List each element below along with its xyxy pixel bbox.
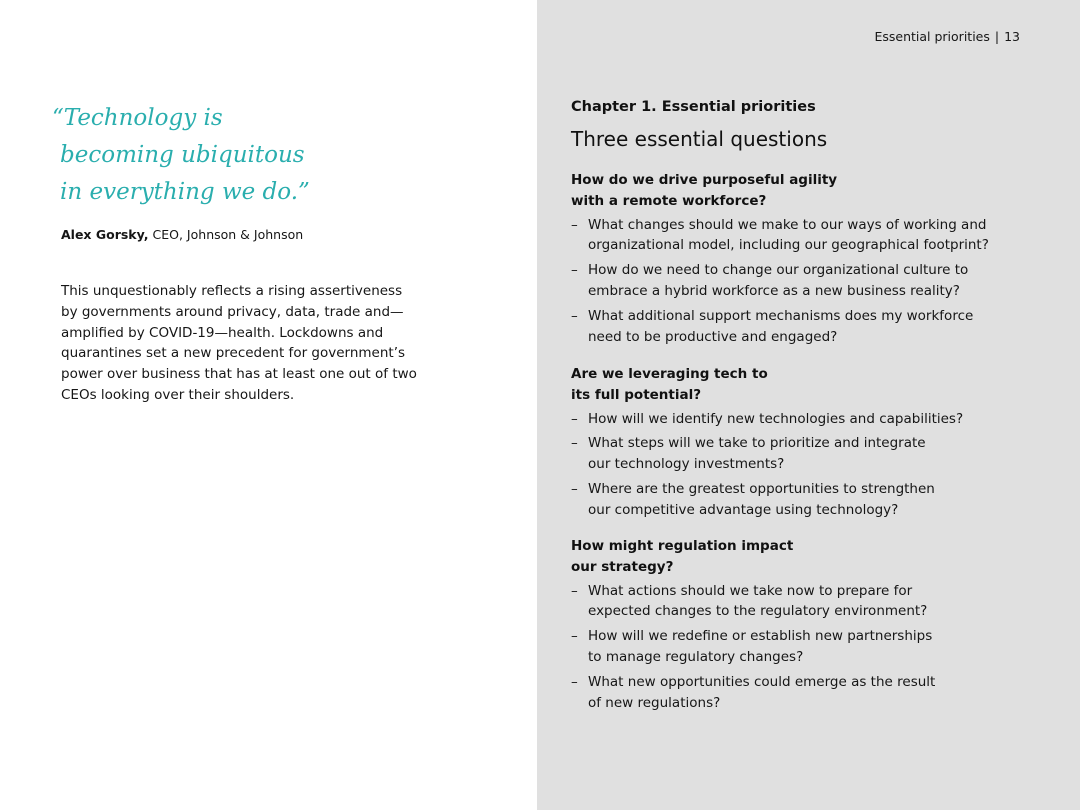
page-number: 13 [1004, 29, 1020, 44]
dash-bullet: – [571, 216, 578, 233]
body-line: power over business that has at least one out of two [61, 366, 417, 383]
heading-line: Are we leveraging tech to [571, 366, 768, 382]
dash-bullet: – [571, 582, 578, 599]
question-group-heading [571, 364, 1041, 406]
question-group-technology [571, 364, 1041, 525]
question-list [571, 409, 1041, 521]
question-line: expected changes to the regulatory environment? [588, 603, 928, 620]
question-line: What steps will we take to prioritize and integrate [588, 435, 926, 452]
question-group-agility [571, 170, 1041, 351]
question-line: What changes should we make to our ways of working and [588, 216, 987, 233]
heading-line: with a remote workforce? [571, 192, 767, 209]
question-line: to manage regulatory changes? [588, 648, 804, 665]
question-item [571, 479, 1041, 521]
question-item [571, 626, 1041, 668]
question-line: of new regulations? [588, 694, 721, 711]
quote-line: “Technology is [52, 105, 223, 131]
question-group-heading [571, 536, 1041, 578]
body-line: This unquestionably reflects a rising assertiveness [61, 283, 403, 299]
question-item [571, 260, 1041, 302]
question-line: What additional support mechanisms does my workforce [588, 307, 974, 324]
question-group-regulation [571, 536, 1041, 717]
heading-line: How might regulation impact [571, 538, 794, 554]
question-item [571, 306, 1041, 348]
question-line: our technology investments? [588, 456, 785, 473]
quote-attribution [61, 227, 303, 242]
question-line: embrace a hybrid workforce as a new business reality? [588, 282, 960, 299]
pull-quote [52, 100, 432, 211]
question-item [571, 215, 1041, 257]
quote-line: in everything we do.” [60, 179, 310, 205]
question-list [571, 581, 1041, 714]
dash-bullet: – [571, 673, 578, 690]
question-line: organizational model, including our geographical footprint? [588, 237, 989, 254]
dash-bullet: – [571, 262, 578, 279]
question-line: What actions should we take now to prepare for [588, 582, 913, 599]
question-line: need to be productive and engaged? [588, 328, 838, 345]
question-item [571, 672, 1041, 714]
section-title: Three essential questions [571, 127, 828, 151]
question-item [571, 581, 1041, 623]
body-line: by governments around privacy, data, trade and— [61, 303, 404, 320]
header-section-title: Essential priorities [874, 29, 990, 44]
question-group-heading [571, 170, 1041, 212]
question-line: How do we need to change our organizational culture to [588, 262, 969, 279]
dash-bullet: – [571, 410, 578, 427]
body-line: CEOs looking over their shoulders. [61, 386, 295, 403]
chapter-label: Chapter 1. Essential priorities [571, 99, 816, 115]
quote-line: becoming ubiquitous [60, 142, 305, 168]
dash-bullet: – [571, 307, 578, 324]
question-line: What new opportunities could emerge as the result [588, 673, 936, 690]
question-item [571, 409, 1041, 430]
question-line: our competitive advantage using technology? [588, 501, 899, 518]
page-header [874, 29, 1020, 44]
dash-bullet: – [571, 435, 578, 452]
dash-bullet: – [571, 480, 578, 497]
question-line: How will we identify new technologies and capabilities? [588, 410, 964, 427]
quote-author-title: CEO, Johnson & Johnson [148, 227, 304, 242]
question-line: Where are the greatest opportunities to strengthen [588, 480, 935, 497]
quote-author: Alex Gorsky, [61, 227, 149, 242]
dash-bullet: – [571, 628, 578, 645]
body-line: amplified by COVID-19—health. Lockdowns and [61, 324, 384, 341]
heading-line: its full potential? [571, 386, 702, 403]
question-line: How will we redefine or establish new partnerships [588, 628, 933, 645]
heading-line: our strategy? [571, 558, 674, 575]
heading-line: How do we drive purposeful agility [571, 172, 838, 188]
question-item [571, 433, 1041, 475]
body-line: quarantines set a new precedent for government’s [61, 345, 406, 362]
header-separator: | [994, 29, 1000, 44]
question-list [571, 215, 1041, 348]
body-paragraph [61, 281, 441, 406]
